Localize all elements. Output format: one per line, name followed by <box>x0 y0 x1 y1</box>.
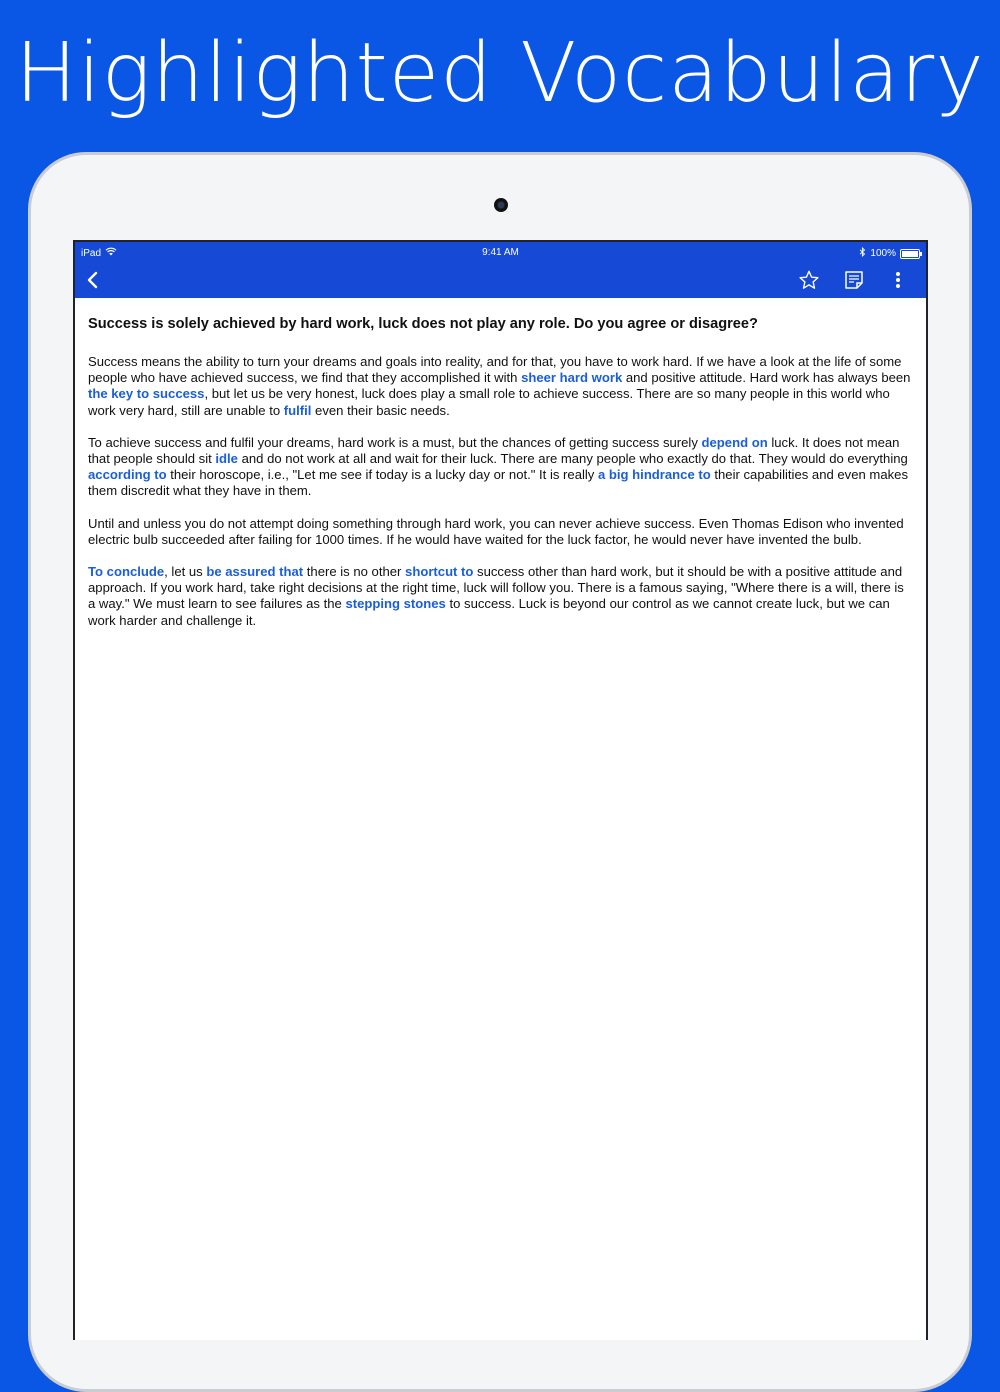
more-vertical-icon <box>895 271 901 294</box>
app-screen <box>73 240 928 1340</box>
vocabulary-highlight[interactable]: depend on <box>701 434 768 450</box>
essay-text: Until and unless you do not attempt doing something through hard work, you can never achieve success. Even Thomas Edison who invented electric bulb succeeded after failing for 1000 times. If he would have waited for the luck factor, he would never have invented the bulb. <box>88 515 904 547</box>
essay-text: luck. It does not mean that people should sit <box>88 434 900 467</box>
essay-text: their horoscope, i.e., "Let me see if today is a lucky day or not." It is really <box>166 467 598 483</box>
essay-paragraph <box>88 435 913 500</box>
essay-text: , let us <box>164 564 207 580</box>
clock: 9:41 AM <box>482 247 519 258</box>
essay-text: success other than hard work, but it should be with a positive attitude and approach. If you work hard, take right decisions at the right time, luck will follow you. There is a famous saying, "Where there is a will, there is a way." We must learn to see failures as the <box>88 564 904 612</box>
toolbar <box>75 266 926 298</box>
vocabulary-highlight[interactable]: the key to success <box>88 386 205 402</box>
essay-text: their capabilities and even makes them discredit what they have in them. <box>88 467 908 499</box>
star-outline-icon <box>798 269 820 296</box>
vocabulary-highlight[interactable]: a big hindrance to <box>597 467 711 483</box>
essay-text: even their basic needs. <box>311 402 450 418</box>
battery-percent: 100% <box>870 248 896 259</box>
favorite-button[interactable] <box>791 266 827 298</box>
vocabulary-highlight[interactable]: idle <box>215 451 238 467</box>
back-button[interactable] <box>75 266 111 298</box>
vocabulary-highlight[interactable]: shortcut to <box>405 564 474 580</box>
essay-content <box>75 298 926 629</box>
hero-title: Highlighted Vocabulary <box>15 26 985 121</box>
essay-text: , but let us be very honest, luck does play a small role to achieve success. There are so many people in this world who work very hard, still are unable to <box>88 386 890 418</box>
vocabulary-highlight[interactable]: sheer hard work <box>521 370 623 386</box>
essay-body <box>88 354 913 629</box>
essay-text: To achieve success and fulfil your dreams, hard work is a must, but the chances of getting success surely <box>88 434 702 450</box>
essay-text: and positive attitude. Hard work has always been <box>622 370 911 386</box>
vocabulary-highlight[interactable]: according to <box>88 467 167 483</box>
battery-icon <box>900 249 920 259</box>
camera-icon <box>494 198 508 212</box>
vocabulary-highlight[interactable]: fulfil <box>283 402 312 418</box>
more-button[interactable] <box>880 266 916 298</box>
chevron-left-icon <box>86 270 100 295</box>
notes-icon <box>844 270 864 295</box>
essay-question: Success is solely achieved by hard work, luck does not play any role. Do you agree or disagree? <box>88 316 758 332</box>
essay-text: there is no other <box>303 564 406 580</box>
notes-button[interactable] <box>836 266 872 298</box>
essay-paragraph <box>88 564 913 629</box>
essay-text: Success means the ability to turn your dreams and goals into reality, and for that, you have to work hard. If we have a look at the life of some people who have achieved success, we find that they accomplished it with <box>88 354 902 386</box>
vocabulary-highlight[interactable]: be assured that <box>206 564 304 580</box>
vocabulary-highlight[interactable]: To conclude <box>88 564 165 580</box>
device-label: iPad <box>81 247 102 259</box>
essay-paragraph <box>88 354 913 419</box>
vocabulary-highlight[interactable]: stepping stones <box>345 596 446 612</box>
essay-text: to success. Luck is beyond our control as we cannot create luck, but we can work harder and challenge it. <box>88 596 890 628</box>
bluetooth-icon <box>859 247 866 260</box>
status-bar <box>75 242 926 266</box>
essay-text: and do not work at all and wait for their luck. There are many people who exactly do that. They would do everything <box>237 451 908 467</box>
essay-paragraph <box>88 516 913 548</box>
